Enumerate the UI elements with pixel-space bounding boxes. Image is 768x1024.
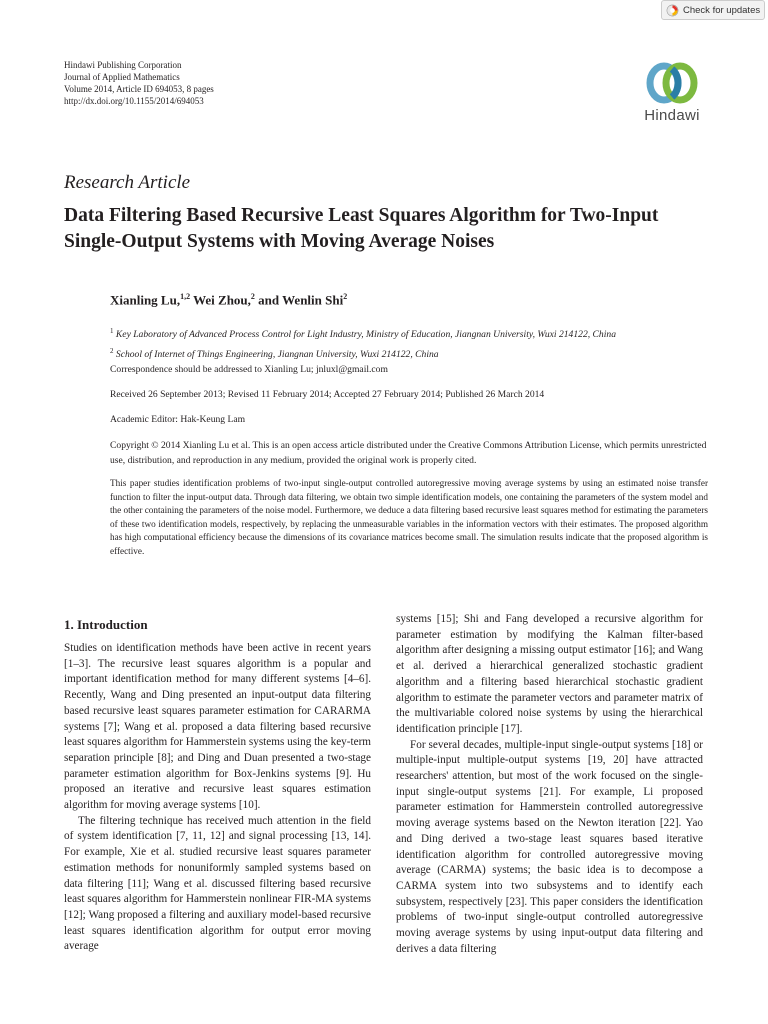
author-list xyxy=(110,292,347,308)
section-heading: 1. Introduction xyxy=(64,617,148,632)
author-name: Xianling Lu, xyxy=(110,292,181,308)
copyright-notice: Copyright © 2014 Xianling Lu et al. This is an open access article distributed under the Creative Commons Attribution License, which permits unrestricted use, distribution, and reproduction in any medium, provided the original work is properly cited. xyxy=(110,440,707,466)
doi-link[interactable]: http://dx.doi.org/10.1155/2014/694053 xyxy=(64,96,204,106)
correspondence: Correspondence should be addressed to Xianling Lu; jnluxl@gmail.com xyxy=(110,364,388,375)
body-paragraph: The filtering technique has received much attention in the field of system identification [7, 11, 12] and signal processing [13, 14]. For example, Xie et al. studied recursive least squares parameter estimation methods for nonuniformly sampled systems based on data filtering [11]; Wang et al. discussed filtering based recursive least squares algorithm for Hammerstein nonlinear FIR-MA systems [12]; Wang proposed a filtering and auxiliary model-based recursive least squares identification algorithm for output error moving average xyxy=(64,814,371,953)
body-paragraph: systems [15]; Shi and Fang developed a recursive algorithm for parameter estimation by modifying the Kalman filter-based algorithm after designing a missing output estimator [16]; and Wang et al. derived a hierarchical generalized stochastic gradient algorithm and a filtering based hierarchical stochastic gradient algorithm to estimate the parameter vectors and parameter matrix of the multivariable colored noise systems by using the hierarchical identification principle [17]. xyxy=(396,613,703,735)
affiliation-text: Key Laboratory of Advanced Process Control for Light Industry, Ministry of Education, Jiangnan University, Wuxi 214122, China xyxy=(115,329,616,341)
author-affiliation-mark: 2 xyxy=(250,292,255,301)
affiliation-text: School of Internet of Things Engineering, Jiangnan University, Wuxi 214122, China xyxy=(115,349,439,361)
hindawi-logo-icon xyxy=(645,60,699,106)
updates-label: Check for updates xyxy=(683,4,761,16)
volume-info: Volume 2014, Article ID 694053, 8 pages xyxy=(64,84,214,94)
academic-editor: Academic Editor: Hak-Keung Lam xyxy=(110,414,246,425)
author-name: Wenlin Shi xyxy=(282,292,344,308)
affiliation-item xyxy=(110,343,710,363)
author-name: Wei Zhou, xyxy=(193,292,251,308)
hindawi-logo xyxy=(637,60,707,124)
body-column-left xyxy=(64,641,371,955)
affiliation-item xyxy=(110,323,710,343)
publisher: Hindawi Publishing Corporation xyxy=(64,60,182,70)
author-affiliation-mark: 1,2 xyxy=(180,292,191,301)
check-for-updates-button[interactable] xyxy=(661,0,765,20)
body-paragraph: For several decades, multiple-input single-output systems [18] or multiple-input multiple-output systems [19, 20] have attracted researchers' attention, but most of the work focused on the single-input single-output systems [21]. For example, Li proposed parameter estimation for Hammerstein controlled autoregressive moving average systems based on the Newton iteration [22]. Yao and Ding derived a two-stage least squares based iterative identification algorithm for controlled autoregressive moving average (CARMA) systems; the basic idea is to decompose a CARMA system into two subsystems and to identify each subsystem, respectively [23]. This paper considers the identification problems of two-input single-output controlled autoregressive moving average systems by using input-output data filtering and derives a data filtering xyxy=(396,738,703,955)
hindawi-logo-text: Hindawi xyxy=(644,107,700,124)
publication-dates: Received 26 September 2013; Revised 11 February 2014; Accepted 27 February 2014; Published 26 March 2014 xyxy=(110,389,545,400)
abstract: This paper studies identification problems of two-input single-output controlled autoregressive moving average systems by using an estimated noise transfer function to filter the input-output data. Through data filtering, we obtain two simple identification models, one containing the parameters of the system model and the other containing the parameters of the noise model. Furthermore, we deduce a data filtering based recursive least squares method for estimating the parameters of these two identification models, respectively, by replacing the unmeasurable variables in the information vectors with their estimates. The proposed algorithm has high computational efficiency because the dimensions of its covariance matrices become small. The simulation results indicate that the proposed algorithm is effective. xyxy=(110,478,708,556)
affiliations xyxy=(110,323,710,363)
author-affiliation-mark: 2 xyxy=(343,292,348,301)
journal-header xyxy=(64,59,214,107)
body-column-right xyxy=(396,612,703,957)
body-paragraph: Studies on identification methods have been active in recent years [1–3]. The recursive least squares algorithm is a popular and important identification method for many different systems [4–6]. Recently, Wang and Ding presented an input-output data filtering based recursive least squares parameter estimation for CARARMA systems [7]; Wang et al. proposed a data filtering based recursive least squares algorithm for Hammerstein systems using the key-term separation principle [8]; and Ding and Duan presented a two-stage parameter estimation algorithm for Box-Jenkins systems [9]. Hu proposed an iterative and recursive least squares estimation algorithm for moving average systems [10]. xyxy=(64,642,371,812)
affiliation-number: 1 xyxy=(110,327,114,335)
affiliation-number: 2 xyxy=(110,347,114,356)
journal-name: Journal of Applied Mathematics xyxy=(64,72,180,82)
author-conjunction: and xyxy=(258,292,280,308)
updates-icon xyxy=(666,4,679,17)
article-title: Data Filtering Based Recursive Least Squares Algorithm for Two-Input Single-Output Systems with Moving Average Noises xyxy=(64,205,659,252)
article-type: Research Article xyxy=(64,172,191,193)
